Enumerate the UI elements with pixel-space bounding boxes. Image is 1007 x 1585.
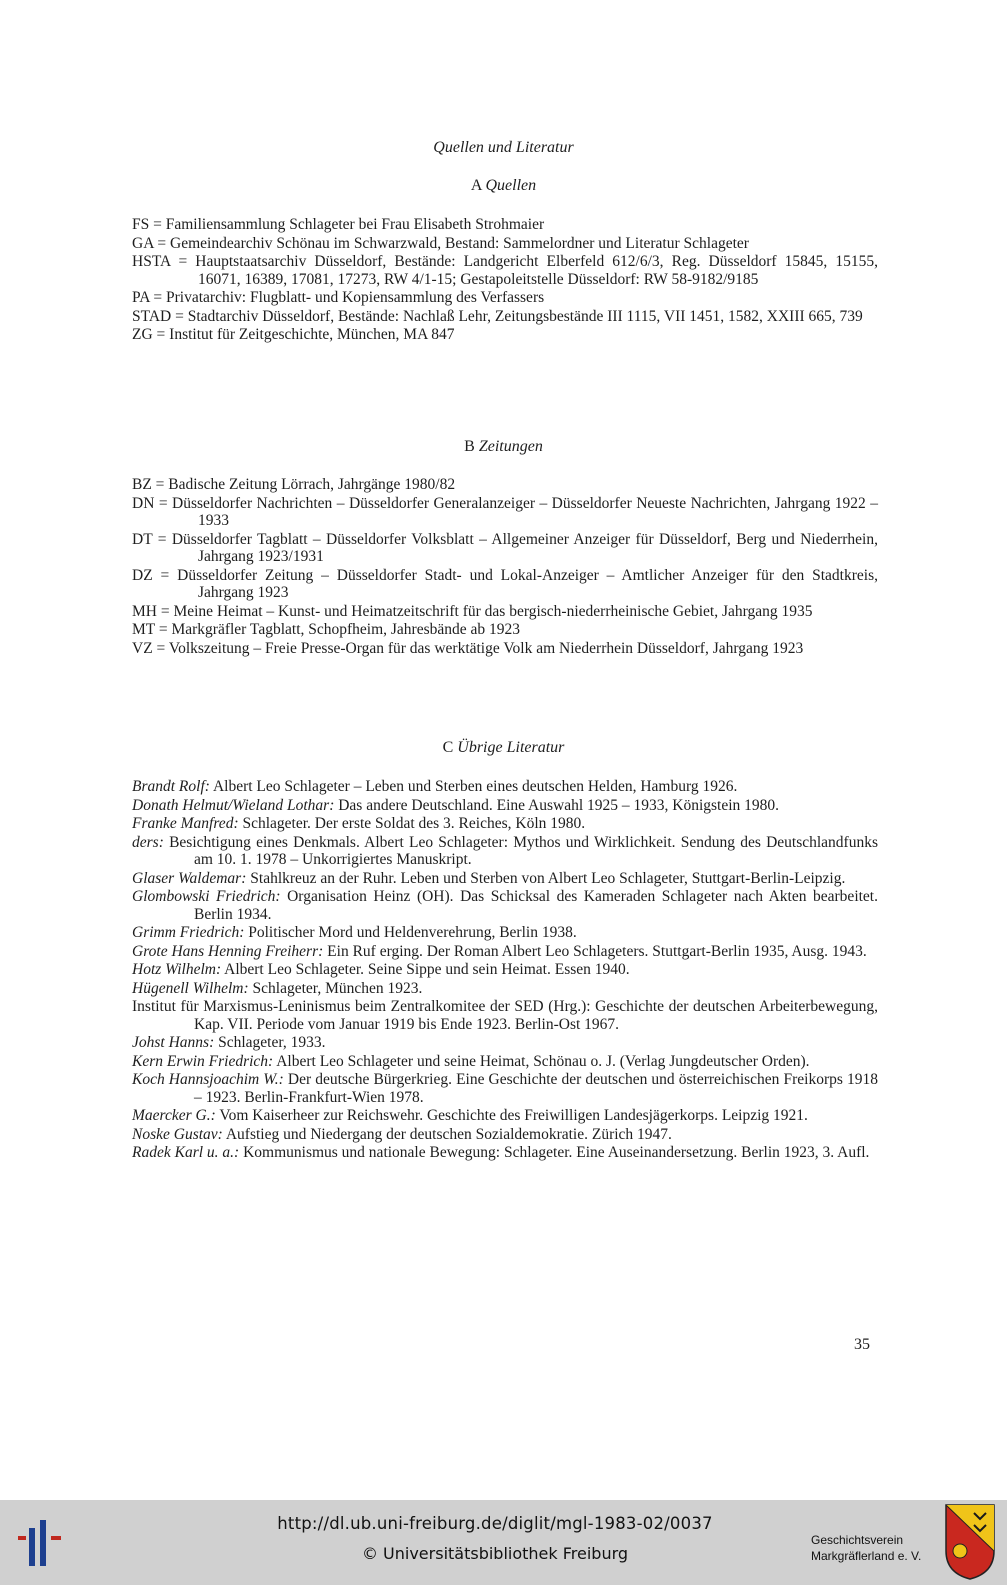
- entry-author: Koch Hannsjoachim W.:: [132, 1071, 284, 1088]
- section-heading-quellen: A Quellen: [470, 177, 537, 194]
- entry-author: Grote Hans Henning Freiherr:: [132, 942, 324, 960]
- literature-entry: [132, 1107, 878, 1125]
- quellen-entry: HSTA = Hauptstaatsarchiv Düsseldorf, Bestände: Landgericht Elberfeld 612/6/3, Reg. Düsseldorf 15845, 15155, 16071, 16389, 17081, 17273, RW 4/1-15; Gestapoleitstelle Düsseldorf: RW 58-9182/9185: [132, 253, 878, 288]
- literature-entry: [132, 815, 878, 833]
- literature-entry: [132, 998, 878, 1033]
- literature-entry: [132, 834, 878, 869]
- section-heading-zeitungen: B Zeitungen: [464, 438, 543, 455]
- literature-entry: [132, 924, 878, 942]
- entry-author: Franke Manfred:: [132, 815, 239, 832]
- entry-text: Politischer Mord und Heldenverehrung, Berlin 1938.: [244, 924, 577, 941]
- entry-author: Radek Karl u. a.:: [132, 1144, 240, 1161]
- entry-text: Schlageter, 1933.: [214, 1034, 326, 1051]
- entry-text: Kommunismus und nationale Bewegung: Schlageter. Eine Auseinandersetzung. Berlin 1923, 3. Aufl.: [239, 1144, 870, 1161]
- coat-of-arms-icon: [944, 1503, 996, 1581]
- zeitungen-entry: MH = Meine Heimat – Kunst- und Heimatzeitschrift für das bergisch-niederrheinische Gebiet, Jahrgang 1935: [132, 602, 813, 620]
- literature-entry: [132, 961, 878, 979]
- entry-author: Kern Erwin Friedrich:: [132, 1052, 274, 1070]
- entry-author: Glombowski Friedrich:: [132, 888, 281, 905]
- entry-author: Glaser Waldemar:: [132, 869, 247, 887]
- entry-text: Albert Leo Schlageter. Seine Sippe und sein Heimat. Essen 1940.: [221, 961, 630, 978]
- document-url-link[interactable]: http://dl.ub.uni-freiburg.de/diglit/mgl-1983-02/0037: [277, 1514, 713, 1533]
- entry-author: Johst Hanns:: [132, 1034, 215, 1051]
- literature-entry: [132, 1126, 878, 1144]
- quellen-list: [132, 216, 878, 345]
- entry-text: Besichtigung eines Denkmals. Albert Leo Schlageter: Mythos und Wirklichkeit. Sendung des Deutschlandfunks am 10. 1. 1978 – Unkorrigiertes Manuskript.: [163, 833, 878, 868]
- literature-entry: [132, 943, 878, 961]
- quellen-entry: PA = Privatarchiv: Flugblatt- und Kopiensammlung des Verfassers: [132, 289, 545, 306]
- entry-text: Organisation Heinz (OH). Das Schicksal des Kameraden Schlageter nach Akten bearbeitet. Berlin 1934.: [194, 888, 878, 923]
- entry-text: Das andere Deutschland. Eine Auswahl 1925 – 1933, Königstein 1980.: [334, 796, 780, 814]
- zeitungen-entry: BZ = Badische Zeitung Lörrach, Jahrgänge 1980/82: [132, 476, 456, 493]
- footer-bar: [0, 1500, 1007, 1585]
- quellen-entry: GA = Gemeindearchiv Schönau im Schwarzwald, Bestand: Sammelordner und Literatur Schlageter: [132, 234, 749, 252]
- page-title: Quellen und Literatur: [433, 139, 574, 156]
- entry-text: Vom Kaiserheer zur Reichswehr. Geschichte des Freiwilligen Landesjägerkorps. Leipzig 1921.: [215, 1107, 808, 1124]
- quellen-entry: FS = Familiensammlung Schlageter bei Frau Elisabeth Strohmaier: [132, 216, 545, 233]
- entry-text: Ein Ruf erging. Der Roman Albert Leo Schlageters. Stuttgart-Berlin 1935, Ausg. 1943.: [323, 942, 867, 960]
- entry-text: Albert Leo Schlageter – Leben und Sterben eines deutschen Helden, Hamburg 1926.: [209, 778, 738, 795]
- entry-author: Donath Helmut/Wieland Lothar:: [132, 796, 335, 814]
- entry-text: Aufstieg und Niedergang der deutschen Sozialdemokratie. Zürich 1947.: [222, 1125, 672, 1143]
- quellen-entry: ZG = Institut für Zeitgeschichte, München, MA 847: [132, 326, 455, 343]
- entry-author: Noske Gustav:: [132, 1125, 223, 1143]
- entry-author: Maercker G.:: [132, 1107, 216, 1124]
- entry-text: Stahlkreuz an der Ruhr. Leben und Sterben von Albert Leo Schlageter, Stuttgart-Berlin-Leipzig.: [246, 869, 846, 887]
- literature-entry: [132, 797, 878, 815]
- entry-text: Der deutsche Bürgerkrieg. Eine Geschichte der deutschen und österreichischen Freikorps 1918 – 1923. Berlin-Frankfurt-Wien 1978.: [194, 1071, 879, 1106]
- literature-entry: [132, 888, 878, 923]
- entry-author: ders:: [132, 833, 164, 851]
- zeitungen-entry: DZ = Düsseldorfer Zeitung – Düsseldorfer Stadt- und Lokal-Anzeiger – Amtlicher Anzeiger für den Stadtkreis, Jahrgang 1923: [132, 566, 878, 601]
- literature-entry: [132, 1071, 878, 1106]
- entry-text: Schlageter. Der erste Soldat des 3. Reiches, Köln 1980.: [238, 815, 586, 832]
- literature-entry: [132, 778, 878, 796]
- literature-entry: [132, 870, 878, 888]
- entry-author: Hügenell Wilhelm:: [132, 979, 249, 997]
- entry-text: Schlageter, München 1923.: [248, 979, 423, 997]
- entry-text: Institut für Marxismus-Leninismus beim Zentralkomitee der SED (Hrg.): Geschichte der deutschen Arbeiterbewegung, Kap. VII. Periode vom Januar 1919 bis Ende 1923. Berlin-Ost 1967.: [132, 998, 878, 1033]
- entry-author: Brandt Rolf:: [132, 778, 210, 795]
- zeitungen-entry: VZ = Volkszeitung – Freie Presse-Organ für das werktätige Volk am Niederrhein Düsseldorf, Jahrgang 1923: [132, 639, 804, 657]
- zeitungen-list: [132, 476, 878, 658]
- zeitungen-entry: DT = Düsseldorfer Tagblatt – Düsseldorfer Volksblatt – Allgemeiner Anzeiger für Düsseldorf, Berg und Niederrhein, Jahrgang 1923/1931: [132, 530, 878, 565]
- literature-entry: [132, 980, 878, 998]
- zeitungen-entry: DN = Düsseldorfer Nachrichten – Düsseldorfer Generalanzeiger – Düsseldorfer Neueste Nachrichten, Jahrgang 1922 – 1933: [132, 494, 878, 529]
- page-number: 35: [854, 1336, 870, 1353]
- society-name: Geschichtsverein Markgräflerland e. V.: [811, 1533, 922, 1563]
- literatur-list: [132, 778, 878, 1163]
- section-heading-literatur: C Übrige Literatur: [442, 739, 565, 756]
- literature-entry: [132, 1053, 878, 1071]
- literature-entry: [132, 1144, 878, 1162]
- entry-author: Grimm Friedrich:: [132, 924, 245, 941]
- quellen-entry: STAD = Stadtarchiv Düsseldorf, Bestände: Nachlaß Lehr, Zeitungsbestände III 1115, VII 1451, 1582, XXIII 665, 739: [132, 307, 863, 325]
- entry-author: Hotz Wilhelm:: [132, 961, 222, 978]
- copyright-text: © Universitätsbibliothek Freiburg: [361, 1544, 629, 1563]
- zeitungen-entry: MT = Markgräfler Tagblatt, Schopfheim, Jahresbände ab 1923: [132, 621, 521, 638]
- entry-text: Albert Leo Schlageter und seine Heimat, Schönau o. J. (Verlag Jungdeutscher Orden).: [273, 1052, 810, 1070]
- literature-entry: [132, 1034, 878, 1052]
